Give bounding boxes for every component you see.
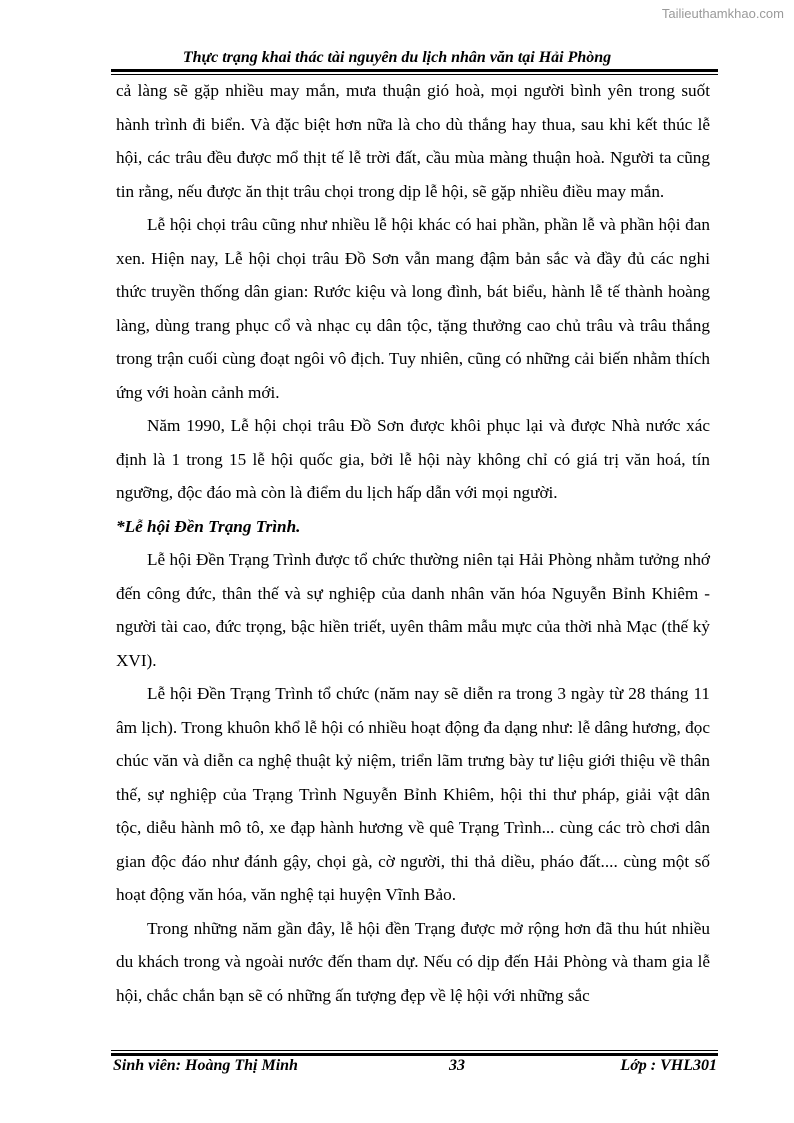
header-divider xyxy=(111,69,718,72)
page-footer xyxy=(113,1057,717,1079)
watermark-text: Tailieuthamkhao.com xyxy=(661,6,784,21)
paragraph: Lễ hội Đền Trạng Trình được tổ chức thường niên tại Hải Phòng nhằm tưởng nhớ đến công đức, thân thế và sự nghiệp của danh nhân văn hóa Nguyễn Bỉnh Khiêm - người tài cao, đức trọng, bậc hiền triết, uyên thâm mẫu mực của thời nhà Mạc (thế kỷ XVI). xyxy=(116,550,710,670)
paragraph: Trong những năm gần đây, lễ hội đền Trạng được mở rộng hơn đã thu hút nhiều du khách trong và ngoài nước đến tham dự. Nếu có dịp đến Hải Phòng và tham gia lễ hội, chắc chắn bạn sẽ có những ấn tượng đẹp về lệ hội với những sắc xyxy=(116,918,710,1005)
footer-student-name: Sinh viên: Hoàng Thị Minh xyxy=(113,1057,298,1074)
section-heading: *Lễ hội Đền Trạng Trình. xyxy=(116,516,301,536)
page-header-title: Thực trạng khai thác tài nguyên du lịch nhân văn tại Hải Phòng xyxy=(182,49,612,66)
paragraph: Năm 1990, Lễ hội chọi trâu Đồ Sơn được khôi phục lại và được Nhà nước xác định là 1 trong 15 lễ hội quốc gia, bởi lễ hội này không chỉ có giá trị văn hoá, tín ngưỡng, độc đáo mà còn là điểm du lịch hấp dẫn với mọi người. xyxy=(116,416,710,502)
paragraph: Lễ hội Đền Trạng Trình tổ chức (năm nay sẽ diễn ra trong 3 ngày từ 28 tháng 11 âm lịch). Trong khuôn khổ lễ hội có nhiều hoạt động đa dạng như: lễ dâng hương, đọc chúc văn và diễn ca nghệ thuật kỷ niệm, triển lãm trưng bày tư liệu giới thiệu về thân thế, sự nghiệp của Trạng Trình Nguyễn Bỉnh Khiêm, hội thi thư pháp, giải vật dân tộc, diễu hành mô tô, xe đạp hành hương về quê Trạng Trình... cùng các trò chơi dân gian độc đáo như đánh gậy, chọi gà, cờ người, thi thả diều, pháo đất.... cùng một số hoạt động văn hóa, văn nghệ tại huyện Vĩnh Bảo. xyxy=(116,684,710,904)
paragraph: Lễ hội chọi trâu cũng như nhiều lễ hội khác có hai phần, phần lễ và phần hội đan xen. Hiện nay, Lễ hội chọi trâu Đồ Sơn vẫn mang đậm bản sắc và đầy đủ các nghi thức truyền thống dân gian: Rước kiệu và long đình, bát biểu, hành lễ tế thành hoàng làng, dùng trang phục cổ và nhạc cụ dân tộc, tặng thưởng cao chủ trâu và trâu thắng trong trận cuối cùng đoạt ngôi vô địch. Tuy nhiên, cũng có những cải biến nhằm thích ứng với hoàn cảnh mới. xyxy=(116,215,710,402)
paragraph: cả làng sẽ gặp nhiều may mắn, mưa thuận gió hoà, mọi người bình yên trong suốt hành trình đi biển. Và đặc biệt hơn nữa là cho dù thắng hay thua, sau khi kết thúc lễ hội, các trâu đều được mổ thịt tế lễ trời đất, cầu mùa màng thuận hoà. Người ta cũng tin rằng, nếu được ăn thịt trâu chọi trong dịp lễ hội, sẽ gặp nhiều điều may mắn. xyxy=(116,81,710,201)
document-body xyxy=(116,74,710,1012)
footer-divider xyxy=(111,1050,718,1051)
footer-class-code: Lớp : VHL301 xyxy=(620,1057,717,1074)
page-number: 33 xyxy=(449,1057,465,1074)
